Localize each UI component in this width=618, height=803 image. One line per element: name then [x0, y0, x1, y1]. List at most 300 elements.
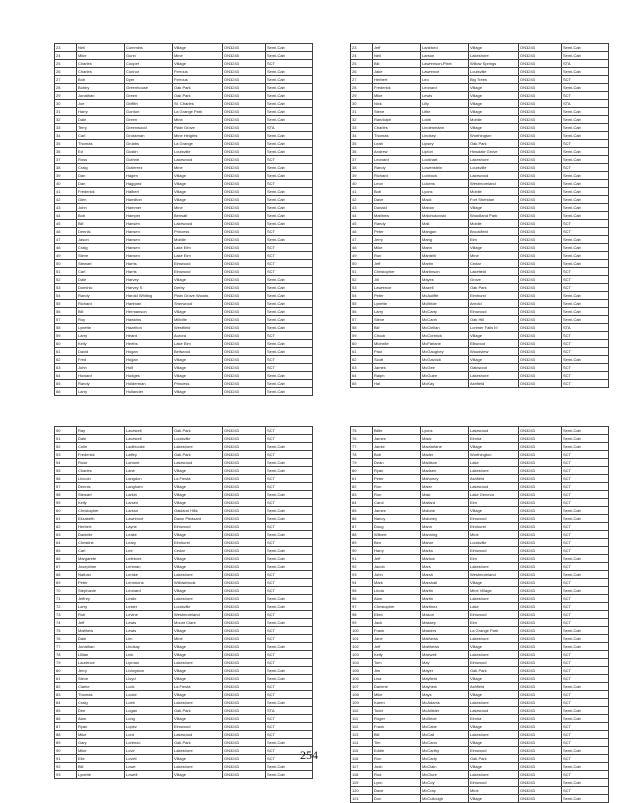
table-row: [351, 172, 609, 180]
table-row: [55, 603, 313, 611]
table-cell: ON3243: [519, 308, 562, 316]
table-cell: Lorimer Falls III: [469, 324, 519, 332]
table-cell: ON3243: [519, 116, 562, 124]
table-cell: Semi-Cab: [266, 467, 313, 475]
table-cell: ON3243: [519, 236, 562, 244]
table-cell: Hamper: [125, 212, 173, 220]
table-cell: Semi-Cab: [266, 531, 313, 539]
table-cell: ON3243: [519, 507, 562, 515]
table-row: [351, 443, 609, 451]
table-cell: Semi-Cab: [562, 212, 609, 220]
table-cell: Semi-Cab: [266, 220, 313, 228]
table-cell: Oakwood: [469, 364, 519, 372]
table-cell: STA: [562, 324, 609, 332]
table-cell: 99: [351, 619, 373, 627]
table-cell: Semi-Cab: [562, 132, 609, 140]
table-cell: 78: [55, 651, 77, 659]
table-row: [351, 579, 609, 587]
table-cell: 40: [55, 180, 77, 188]
table-cell: McCarthy: [421, 747, 469, 755]
table-cell: Lakewood: [469, 707, 519, 715]
table-cell: 61: [55, 515, 77, 523]
table-cell: Mallard: [421, 499, 469, 507]
table-cell: 65: [351, 380, 373, 388]
table-row: [55, 659, 313, 667]
table-cell: 25: [55, 60, 77, 68]
table-cell: Mine: [173, 204, 223, 212]
table-cell: Steve: [77, 675, 125, 683]
table-cell: Lewis: [125, 619, 173, 627]
table-cell: Darlene: [373, 683, 421, 691]
table-row: [55, 619, 313, 627]
table-cell: Village: [173, 364, 223, 372]
table-cell: ON3243: [519, 547, 562, 555]
table-cell: SCT: [266, 747, 313, 755]
table-cell: Jonathan: [77, 643, 125, 651]
table-cell: 52: [55, 276, 77, 284]
table-cell: Lynn: [373, 779, 421, 787]
table-cell: SCT: [562, 92, 609, 100]
table-row: [351, 587, 609, 595]
table-row: [55, 699, 313, 707]
table-cell: ON3243: [223, 252, 266, 260]
table-cell: ON3243: [519, 380, 562, 388]
table-cell: Mobile: [469, 116, 519, 124]
table-cell: Love: [125, 747, 173, 755]
table-cell: 45: [55, 220, 77, 228]
table-row: [351, 268, 609, 276]
table-cell: Semi-Cab: [562, 204, 609, 212]
table-cell: Louisville: [469, 164, 519, 172]
table-cell: Bensalt: [173, 212, 223, 220]
table-cell: 112: [351, 723, 373, 731]
table-cell: Harris: [125, 260, 173, 268]
table-cell: Lawrence: [373, 284, 421, 292]
table-cell: ON3243: [519, 316, 562, 324]
table-cell: ON3243: [223, 180, 266, 188]
table-cell: 86: [351, 515, 373, 523]
table-cell: Lipsey: [421, 140, 469, 148]
table-cell: Lakeshore: [469, 156, 519, 164]
table-cell: La Fiesta: [173, 475, 223, 483]
table-cell: Lakeshore: [469, 731, 519, 739]
table-cell: Jeff: [373, 260, 421, 268]
table-cell: ON3243: [519, 715, 562, 723]
table-cell: Herbert: [77, 523, 125, 531]
table-cell: 23: [55, 44, 77, 52]
table-cell: Lakefield: [469, 268, 519, 276]
table-row: [351, 635, 609, 643]
table-cell: Ray: [77, 427, 125, 435]
table-cell: Semi-Cab: [562, 196, 609, 204]
table-cell: 82: [55, 683, 77, 691]
table-cell: Paul: [373, 348, 421, 356]
table-cell: Lawrenson-Pixel: [421, 60, 469, 68]
table-cell: Jeffrey: [77, 595, 125, 603]
table-cell: Westmoreland: [469, 180, 519, 188]
table-cell: Maier: [421, 483, 469, 491]
table-cell: 79: [351, 459, 373, 467]
table-cell: Jane: [373, 635, 421, 643]
table-cell: SCT: [266, 435, 313, 443]
table-cell: Oakland Hills: [173, 507, 223, 515]
table-row: [55, 116, 313, 124]
table-cell: SCT: [266, 523, 313, 531]
table-row: [351, 699, 609, 707]
table-row: [55, 451, 313, 459]
table-cell: 78: [351, 451, 373, 459]
table-cell: 63: [55, 531, 77, 539]
table-cell: ON3243: [223, 204, 266, 212]
table-cell: 80: [351, 467, 373, 475]
table-cell: Harold Whiting: [125, 292, 173, 300]
table-cell: 83: [351, 491, 373, 499]
table-cell: Peter: [77, 579, 125, 587]
table-cell: ON3243: [519, 332, 562, 340]
table-cell: SCT: [562, 364, 609, 372]
table-cell: 59: [55, 499, 77, 507]
table-cell: Ferrous: [173, 76, 223, 84]
table-cell: Mike: [373, 691, 421, 699]
table-cell: Lee: [125, 547, 173, 555]
table-cell: Ron: [373, 483, 421, 491]
table-cell: Semi-Cab: [562, 260, 609, 268]
table-row: [351, 332, 609, 340]
table-cell: ON3243: [223, 244, 266, 252]
table-cell: ON3243: [519, 76, 562, 84]
table-cell: Hansen: [125, 228, 173, 236]
table-cell: Larkin: [125, 491, 173, 499]
table-cell: 34: [55, 132, 77, 140]
table-cell: Big Trees: [469, 76, 519, 84]
table-cell: ON3243: [223, 324, 266, 332]
table-row: [55, 715, 313, 723]
table-cell: 27: [351, 76, 373, 84]
table-cell: Marshall: [421, 579, 469, 587]
table-cell: 39: [351, 172, 373, 180]
table-cell: Terry: [77, 124, 125, 132]
table-cell: Ellen: [373, 611, 421, 619]
table-cell: SCT: [266, 635, 313, 643]
table-cell: 51: [55, 268, 77, 276]
table-cell: Leary: [125, 539, 173, 547]
table-cell: Semi-Cab: [562, 236, 609, 244]
table-cell: Willow Springs: [469, 60, 519, 68]
table-cell: Semi-Cab: [266, 547, 313, 555]
table-cell: 111: [351, 715, 373, 723]
table-cell: SCT: [266, 755, 313, 763]
table-cell: Alan: [373, 595, 421, 603]
table-cell: SCT: [266, 451, 313, 459]
table-cell: Ross: [77, 156, 125, 164]
table-row: [351, 348, 609, 356]
table-body: [55, 427, 313, 779]
table-cell: Village: [173, 651, 223, 659]
table-cell: Semi-Cab: [266, 515, 313, 523]
table-cell: Green: [125, 92, 173, 100]
table-row: [351, 475, 609, 483]
table-cell: Village: [469, 44, 519, 52]
table-cell: ON3243: [519, 499, 562, 507]
table-cell: Aurora: [173, 332, 223, 340]
table-cell: Mine: [173, 116, 223, 124]
table-cell: Village: [173, 60, 223, 68]
table-cell: Oak Hill: [469, 316, 519, 324]
table-cell: Semi-Cab: [562, 515, 609, 523]
table-cell: 82: [351, 483, 373, 491]
table-cell: ON3243: [223, 451, 266, 459]
table-row: [351, 308, 609, 316]
table-cell: ON3243: [223, 443, 266, 451]
table-cell: 70: [55, 587, 77, 595]
table-cell: ON3243: [223, 523, 266, 531]
table-cell: Alan: [77, 715, 125, 723]
table-cell: Semi-Cab: [562, 252, 609, 260]
table-cell: Semi-Cab: [266, 108, 313, 116]
table-cell: ON3243: [519, 579, 562, 587]
table-cell: McClellan: [421, 324, 469, 332]
table-cell: 114: [351, 739, 373, 747]
table-row: [351, 731, 609, 739]
table-cell: Semi-Cab: [266, 372, 313, 380]
table-row: [351, 364, 609, 372]
table-cell: ON3243: [519, 619, 562, 627]
table-cell: Ralph: [373, 372, 421, 380]
table-cell: Semi-Cab: [562, 180, 609, 188]
table-cell: Leonard: [373, 156, 421, 164]
table-cell: Link: [125, 651, 173, 659]
table-cell: Haggard: [125, 180, 173, 188]
table-cell: Jack: [373, 619, 421, 627]
table-cell: 45: [351, 220, 373, 228]
table-cell: La Grange Park: [173, 108, 223, 116]
table-cell: 113: [351, 731, 373, 739]
table-cell: Marlow: [421, 555, 469, 563]
table-cell: Westmoreland: [469, 571, 519, 579]
table-cell: Semi-Cab: [266, 100, 313, 108]
table-cell: ON3243: [223, 196, 266, 204]
table-cell: STA: [562, 100, 609, 108]
table-cell: ON3243: [223, 619, 266, 627]
table-cell: Elmwood: [173, 268, 223, 276]
table-row: [351, 60, 609, 68]
table-cell: 93: [351, 571, 373, 579]
table-cell: SCT: [562, 451, 609, 459]
table-cell: SCT: [562, 675, 609, 683]
table-row: [351, 603, 609, 611]
table-cell: 81: [351, 475, 373, 483]
table-row: [351, 84, 609, 92]
table-cell: SCT: [266, 627, 313, 635]
table-cell: Langdon: [125, 475, 173, 483]
table-cell: 35: [55, 140, 77, 148]
table-cell: 40: [351, 180, 373, 188]
table-cell: 56: [55, 308, 77, 316]
table-cell: Elle: [77, 755, 125, 763]
table-row: [351, 44, 609, 52]
table-cell: Village: [173, 675, 223, 683]
table-cell: Hansen: [125, 244, 173, 252]
table-cell: Jacob: [373, 563, 421, 571]
table-cell: Griffith: [125, 100, 173, 108]
table-cell: Elmira: [469, 435, 519, 443]
table-cell: Princess: [173, 228, 223, 236]
table-cell: Village: [469, 507, 519, 515]
table-cell: ON3243: [223, 739, 266, 747]
table-cell: Louisville: [469, 539, 519, 547]
table-cell: SCT: [266, 723, 313, 731]
table-cell: Ashfield: [469, 380, 519, 388]
table-row: [55, 539, 313, 547]
table-cell: Carl: [77, 547, 125, 555]
table-row: [55, 60, 313, 68]
table-cell: ON3243: [519, 587, 562, 595]
table-cell: ON3243: [519, 435, 562, 443]
table-cell: Bobby: [77, 84, 125, 92]
table-cell: Lemmons: [125, 579, 173, 587]
table-cell: Village: [469, 356, 519, 364]
table-cell: McCormick: [421, 332, 469, 340]
table-cell: Semi-Cab: [562, 779, 609, 787]
table-row: [55, 140, 313, 148]
table-cell: Dale: [77, 635, 125, 643]
table-cell: ON3243: [223, 316, 266, 324]
table-cell: Margarete: [77, 555, 125, 563]
table-cell: Semi-Cab: [266, 388, 313, 396]
table-cell: ON3243: [223, 92, 266, 100]
table-cell: ON3243: [519, 212, 562, 220]
table-cell: ON3243: [223, 156, 266, 164]
table-cell: 41: [351, 188, 373, 196]
table-cell: 29: [351, 92, 373, 100]
table-row: [55, 723, 313, 731]
table-cell: Maki: [421, 491, 469, 499]
table-cell: Layne: [125, 523, 173, 531]
table-cell: Village: [173, 372, 223, 380]
table-cell: SCT: [266, 611, 313, 619]
table-cell: Elmhurst: [469, 523, 519, 531]
table-cell: 43: [351, 204, 373, 212]
table-cell: ON3243: [519, 611, 562, 619]
table-row: [351, 667, 609, 675]
table-cell: Frank: [373, 723, 421, 731]
table-cell: McAdams: [421, 699, 469, 707]
table-cell: ON3243: [519, 44, 562, 52]
table-cell: 49: [351, 252, 373, 260]
table-cell: McBride: [421, 715, 469, 723]
table-cell: Hansen: [125, 220, 173, 228]
table-cell: ON3243: [223, 435, 266, 443]
table-cell: Jason: [77, 236, 125, 244]
table-cell: ON3243: [519, 515, 562, 523]
table-cell: 46: [351, 228, 373, 236]
table-cell: 58: [55, 324, 77, 332]
table-row: [55, 268, 313, 276]
table-cell: Semi-Cab: [266, 324, 313, 332]
table-cell: 77: [55, 643, 77, 651]
table-cell: Elmwood: [469, 547, 519, 555]
table-cell: ON3243: [519, 539, 562, 547]
table-cell: Randy: [77, 292, 125, 300]
table-cell: Rod: [373, 771, 421, 779]
table-cell: 80: [55, 667, 77, 675]
table-row: [55, 707, 313, 715]
table-cell: Livingston: [125, 667, 173, 675]
table-cell: Gustin: [125, 148, 173, 156]
table-cell: SCT: [266, 715, 313, 723]
table-cell: ON3243: [223, 116, 266, 124]
table-cell: ON3243: [223, 348, 266, 356]
table-cell: ON3243: [519, 324, 562, 332]
table-cell: Leo: [421, 76, 469, 84]
table-cell: 90: [55, 747, 77, 755]
table-cell: Semi-Cab: [266, 771, 313, 779]
table-cell: Larry: [373, 308, 421, 316]
table-cell: Semi-Cab: [562, 587, 609, 595]
table-cell: Semi-Cab: [562, 435, 609, 443]
table-cell: Howard: [77, 372, 125, 380]
table-cell: McGee: [421, 364, 469, 372]
table-row: [55, 276, 313, 284]
table-cell: Dan: [77, 180, 125, 188]
table-cell: 106: [351, 675, 373, 683]
table-cell: ON3243: [223, 284, 266, 292]
table-cell: Madison: [421, 459, 469, 467]
table-cell: Tom: [373, 659, 421, 667]
table-cell: ON3243: [223, 388, 266, 396]
table-cell: McAuliffe: [421, 292, 469, 300]
table-cell: 55: [55, 300, 77, 308]
table-row: [55, 244, 313, 252]
table-cell: 61: [351, 348, 373, 356]
table-cell: Worthington: [469, 132, 519, 140]
table-row: [351, 164, 609, 172]
table-cell: Lord: [125, 731, 173, 739]
table-row: [55, 92, 313, 100]
table-row: [55, 467, 313, 475]
table-cell: ON3243: [519, 643, 562, 651]
table-cell: Lacewell: [125, 427, 173, 435]
table-cell: Elm: [469, 499, 519, 507]
table-cell: 76: [351, 435, 373, 443]
table-row: [55, 635, 313, 643]
table-row: [351, 795, 609, 803]
table-cell: ON3243: [519, 156, 562, 164]
table-cell: 63: [351, 364, 373, 372]
table-cell: ON3243: [223, 651, 266, 659]
table-cell: ON3243: [223, 364, 266, 372]
table-cell: David: [77, 348, 125, 356]
table-cell: 52: [55, 443, 77, 451]
table-cell: ON3243: [519, 348, 562, 356]
table-cell: ON3243: [223, 260, 266, 268]
table-cell: Lockhart: [421, 156, 469, 164]
table-cell: Village: [173, 44, 223, 52]
table-cell: 62: [55, 523, 77, 531]
table-cell: ON3243: [519, 356, 562, 364]
table-cell: ON3243: [223, 635, 266, 643]
table-cell: 47: [55, 236, 77, 244]
table-cell: Village: [173, 196, 223, 204]
table-cell: SCT: [562, 340, 609, 348]
table-cell: SCT: [562, 475, 609, 483]
table-cell: Dennis: [77, 228, 125, 236]
table-cell: 71: [55, 595, 77, 603]
table-body: [351, 427, 609, 803]
table-cell: ON3243: [519, 228, 562, 236]
table-cell: Dominic: [77, 284, 125, 292]
table-row: [351, 451, 609, 459]
